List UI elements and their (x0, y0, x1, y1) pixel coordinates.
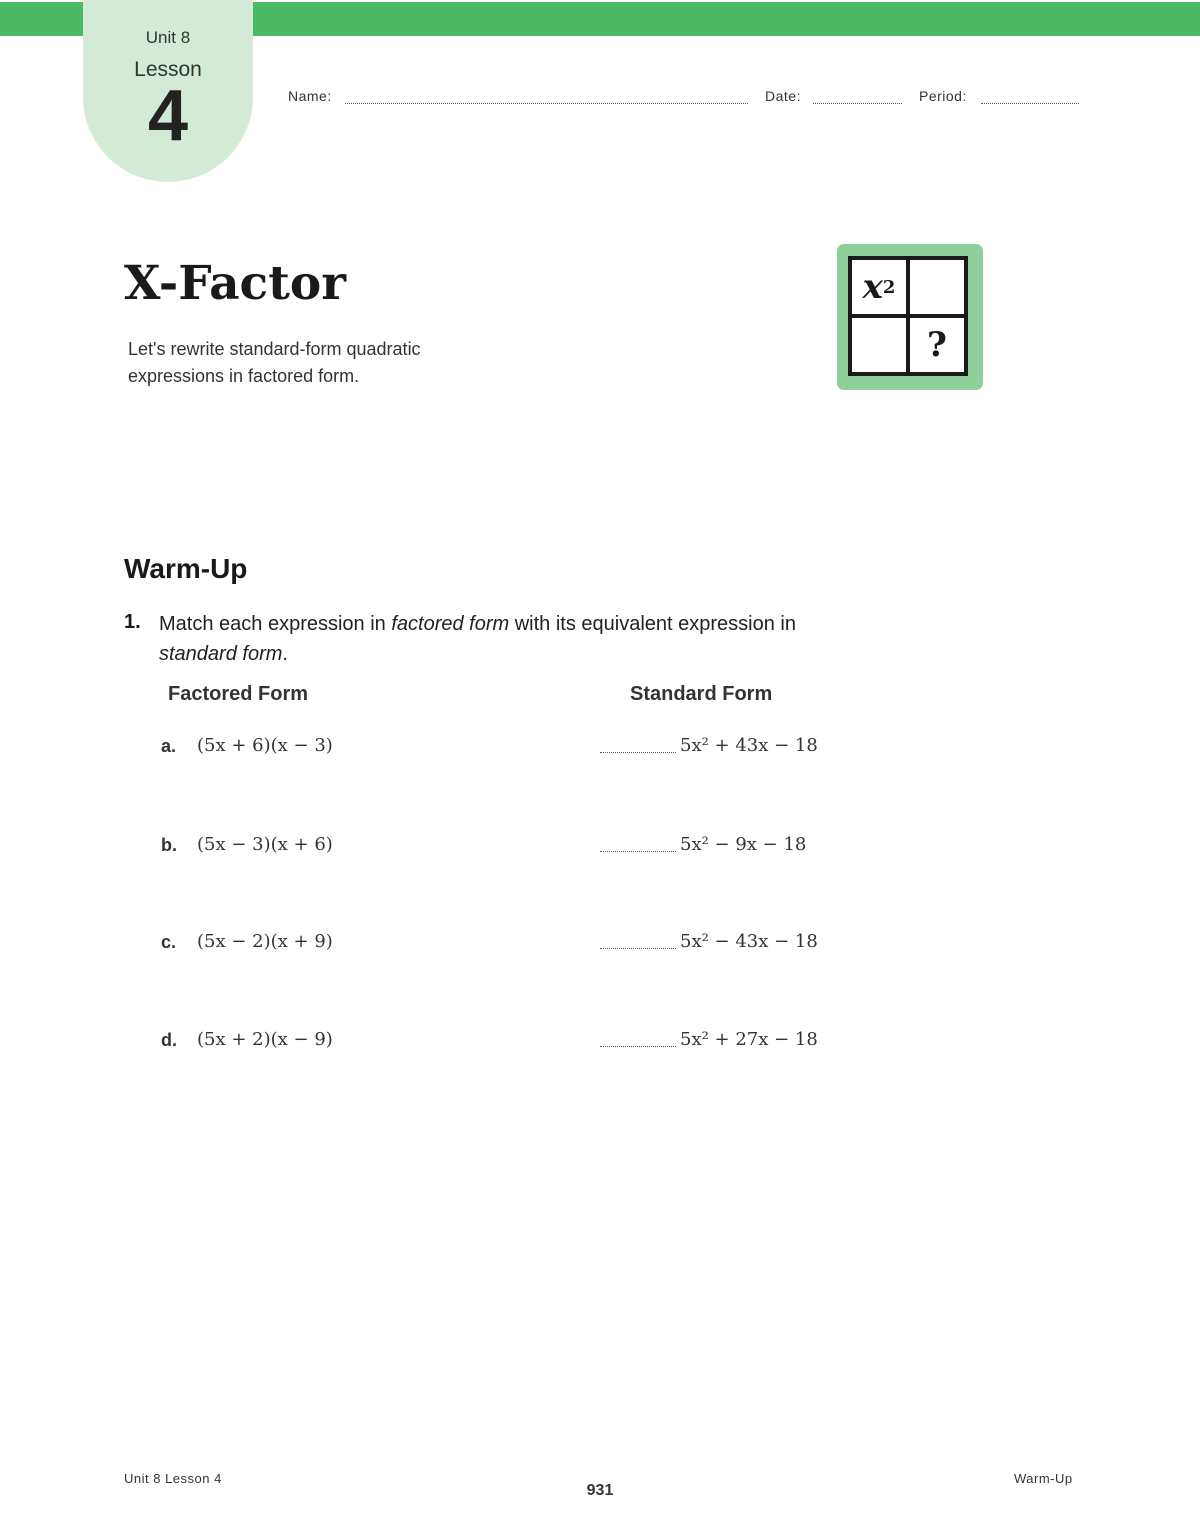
lesson-number: 4 (147, 76, 189, 156)
name-label: Name: (288, 88, 332, 104)
row-b-answer-blank[interactable] (600, 835, 676, 852)
lesson-tab (83, 0, 253, 182)
row-d-standard: 5x² + 27x − 18 (680, 1029, 818, 1050)
row-a-factored: (5x + 6)(x − 3) (197, 735, 333, 756)
question-text: Match each expression in factored form with its equivalent expression in standard form. (159, 613, 796, 665)
row-a-standard: 5x² + 43x − 18 (680, 735, 818, 756)
period-label: Period: (919, 88, 967, 104)
footer-section-label: Warm-Up (1014, 1471, 1073, 1486)
row-c-standard: 5x² − 43x − 18 (680, 931, 818, 952)
area-cell-bottom-left (850, 316, 908, 374)
page-number: 931 (586, 1482, 614, 1499)
row-a-answer-blank[interactable] (600, 736, 676, 753)
lesson-label: Lesson (134, 58, 202, 81)
period-field[interactable] (981, 103, 1079, 104)
area-cell-top-right (908, 258, 966, 316)
footer-lesson-label: Unit 8 Lesson 4 (124, 1471, 222, 1486)
date-label: Date: (765, 88, 801, 104)
lesson-title: X-Factor (124, 256, 346, 311)
row-c-answer-blank[interactable] (600, 932, 676, 949)
area-grid (848, 256, 968, 376)
area-cell-top-left: x 2 (850, 258, 908, 316)
row-a-letter: a. (161, 736, 177, 756)
factored-form-header: Factored Form (168, 683, 309, 705)
area-cell-bottom-right: ? (908, 316, 966, 374)
row-d-letter: d. (161, 1030, 177, 1050)
area-diagram-icon (837, 244, 983, 390)
unit-label: Unit 8 (145, 28, 191, 47)
row-d-factored: (5x + 2)(x − 9) (197, 1029, 333, 1050)
warmup-heading: Warm-Up (124, 553, 248, 584)
row-b-standard: 5x² − 9x − 18 (680, 834, 807, 855)
name-field[interactable] (345, 103, 748, 104)
question-number: 1. (124, 611, 141, 633)
row-b-factored: (5x − 3)(x + 6) (197, 834, 333, 855)
date-field[interactable] (813, 103, 902, 104)
lesson-subtitle: Let's rewrite standard-form quadratic expressions in factored form. (128, 339, 421, 386)
row-d-answer-blank[interactable] (600, 1030, 676, 1047)
row-c-factored: (5x − 2)(x + 9) (197, 931, 333, 952)
row-c-letter: c. (161, 932, 177, 952)
row-b-letter: b. (161, 835, 177, 855)
standard-form-header: Standard Form (630, 683, 773, 705)
